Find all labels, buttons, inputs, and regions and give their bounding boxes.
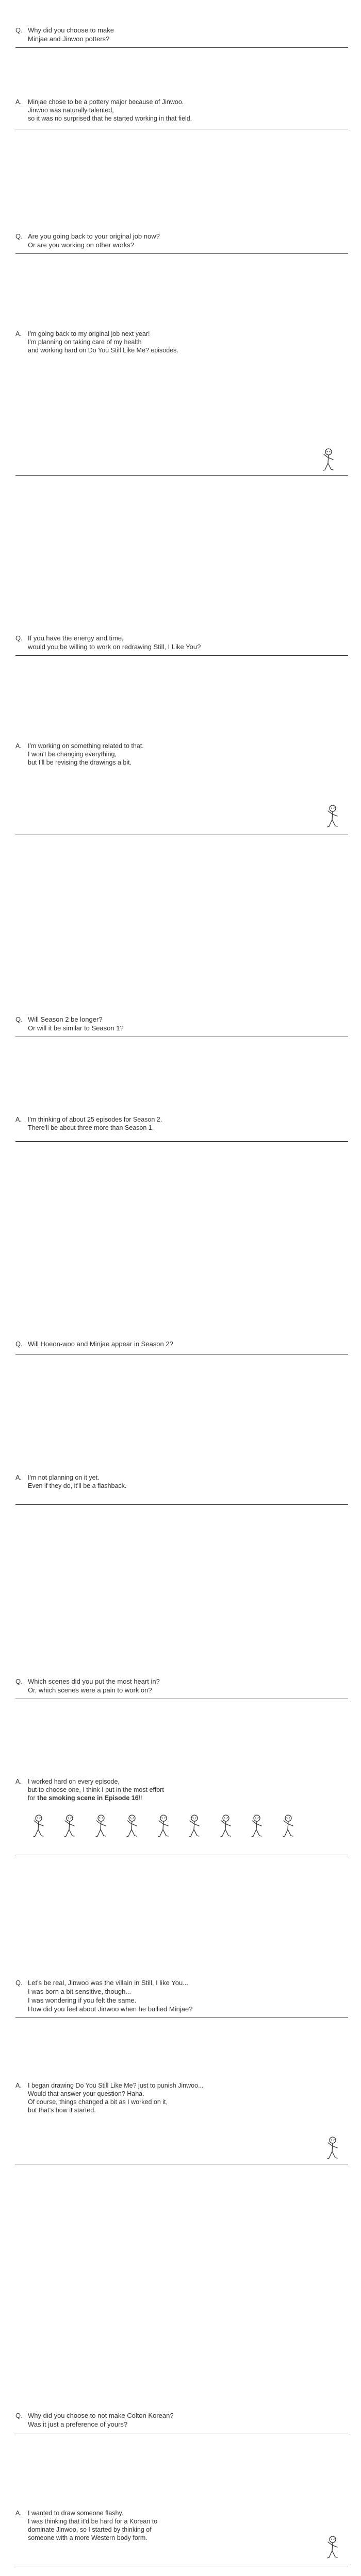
answer-mark: A. bbox=[15, 2082, 22, 2089]
question-text: Will Hoeon-woo and Minjae appear in Season 2? bbox=[28, 1340, 173, 1348]
answer-emphasis: the smoking scene in Episode 16 bbox=[37, 1794, 139, 1802]
question-mark: Q. bbox=[15, 1340, 23, 1348]
answer-text: I'm going back to my original job next year! I'm planning on taking care of my health and working hard on Do You Still Like Me? episodes. bbox=[28, 330, 178, 354]
question-text: Why did you choose to make Minjae and Jinwoo potters? bbox=[28, 26, 114, 43]
answer-mark: A. bbox=[15, 742, 22, 750]
question-mark: Q. bbox=[15, 1015, 23, 1023]
answer-mark: A. bbox=[15, 98, 22, 106]
question-text: Will Season 2 be longer? Or will it be similar to Season 1? bbox=[28, 1015, 124, 1032]
stick-figure-icon bbox=[186, 1814, 203, 1839]
answer-text: I'm thinking of about 25 episodes for Season 2. There'll be about three more than Season 1. bbox=[28, 1116, 162, 1131]
answer-text: I'm working on something related to that. I won't be changing everything, but I'll be revising the drawings a bit. bbox=[28, 742, 144, 766]
stick-figure-icon bbox=[155, 1814, 172, 1839]
question-text: Which scenes did you put the most heart in? Or, which scenes were a pain to work on? bbox=[28, 1677, 160, 1694]
stick-figure-icon bbox=[320, 447, 337, 473]
stick-figure-icon bbox=[248, 1814, 266, 1839]
answer-text-part: !! bbox=[138, 1794, 142, 1802]
question-mark: Q. bbox=[15, 1979, 23, 1987]
answer-text: I'm not planning on it yet. Even if they do, it'll be a flashback. bbox=[28, 1474, 127, 1489]
divider bbox=[15, 655, 348, 656]
divider bbox=[15, 47, 348, 48]
question-text: Let's be real, Jinwoo was the villain in Still, I like You... I was born a bit sensitive, though... I was wondering if you felt the same. How did you feel about Jinwoo when he bullied Minjae? bbox=[28, 1979, 193, 2013]
question-mark: Q. bbox=[15, 1677, 23, 1685]
question-text: Are you going back to your original job now? Or are you working on other works? bbox=[28, 232, 160, 249]
answer-mark: A. bbox=[15, 1474, 22, 1481]
stick-figure-icon bbox=[280, 1814, 297, 1839]
stick-figure-icon bbox=[61, 1814, 78, 1839]
divider bbox=[15, 475, 348, 476]
answer-mark: A. bbox=[15, 1116, 22, 1123]
stick-figure-icon bbox=[324, 2136, 341, 2161]
stick-figure-icon bbox=[92, 1814, 110, 1839]
question-mark: Q. bbox=[15, 634, 23, 642]
answer-text: I began drawing Do You Still Like Me? just to punish Jinwoo... Would that answer your question? Haha. Of course, things changed a bit as I worked on it, but that's how it started. bbox=[28, 2082, 204, 2114]
doodle-row bbox=[30, 1814, 339, 1840]
question-text: Why did you choose to not make Colton Korean? Was it just a preference of yours? bbox=[28, 2412, 174, 2428]
divider bbox=[15, 253, 348, 254]
answer-text: Minjae chose to be a pottery major because of Jinwoo. Jinwoo was naturally talented, so it was no surprised that he started working in that field. bbox=[28, 98, 192, 122]
question-mark: Q. bbox=[15, 232, 23, 240]
answer-text-part: I worked hard on every episode, but to choose one, I think I put in the most effort for bbox=[28, 1778, 164, 1802]
answer-mark: A. bbox=[15, 2510, 22, 2517]
divider bbox=[15, 1141, 348, 1142]
divider bbox=[15, 1504, 348, 1505]
question-text: If you have the energy and time, would you be willing to work on redrawing Still, I Like You? bbox=[28, 634, 201, 651]
stick-figure-icon bbox=[30, 1814, 47, 1839]
question-mark: Q. bbox=[15, 2412, 23, 2419]
answer-mark: A. bbox=[15, 1778, 22, 1785]
answer-text bbox=[28, 1777, 317, 1802]
stick-figure-icon bbox=[123, 1814, 141, 1839]
answer-text: I wanted to draw someone flashy. I was thinking that it'd be hard for a Korean to dominate Jinwoo, so I started by thinking of someone with a more Western body form. bbox=[28, 2510, 158, 2541]
stick-figure-icon bbox=[324, 2535, 341, 2561]
stick-figure-icon bbox=[324, 804, 341, 829]
answer-mark: A. bbox=[15, 330, 22, 337]
stick-figure-icon bbox=[217, 1814, 235, 1839]
question-mark: Q. bbox=[15, 26, 23, 34]
